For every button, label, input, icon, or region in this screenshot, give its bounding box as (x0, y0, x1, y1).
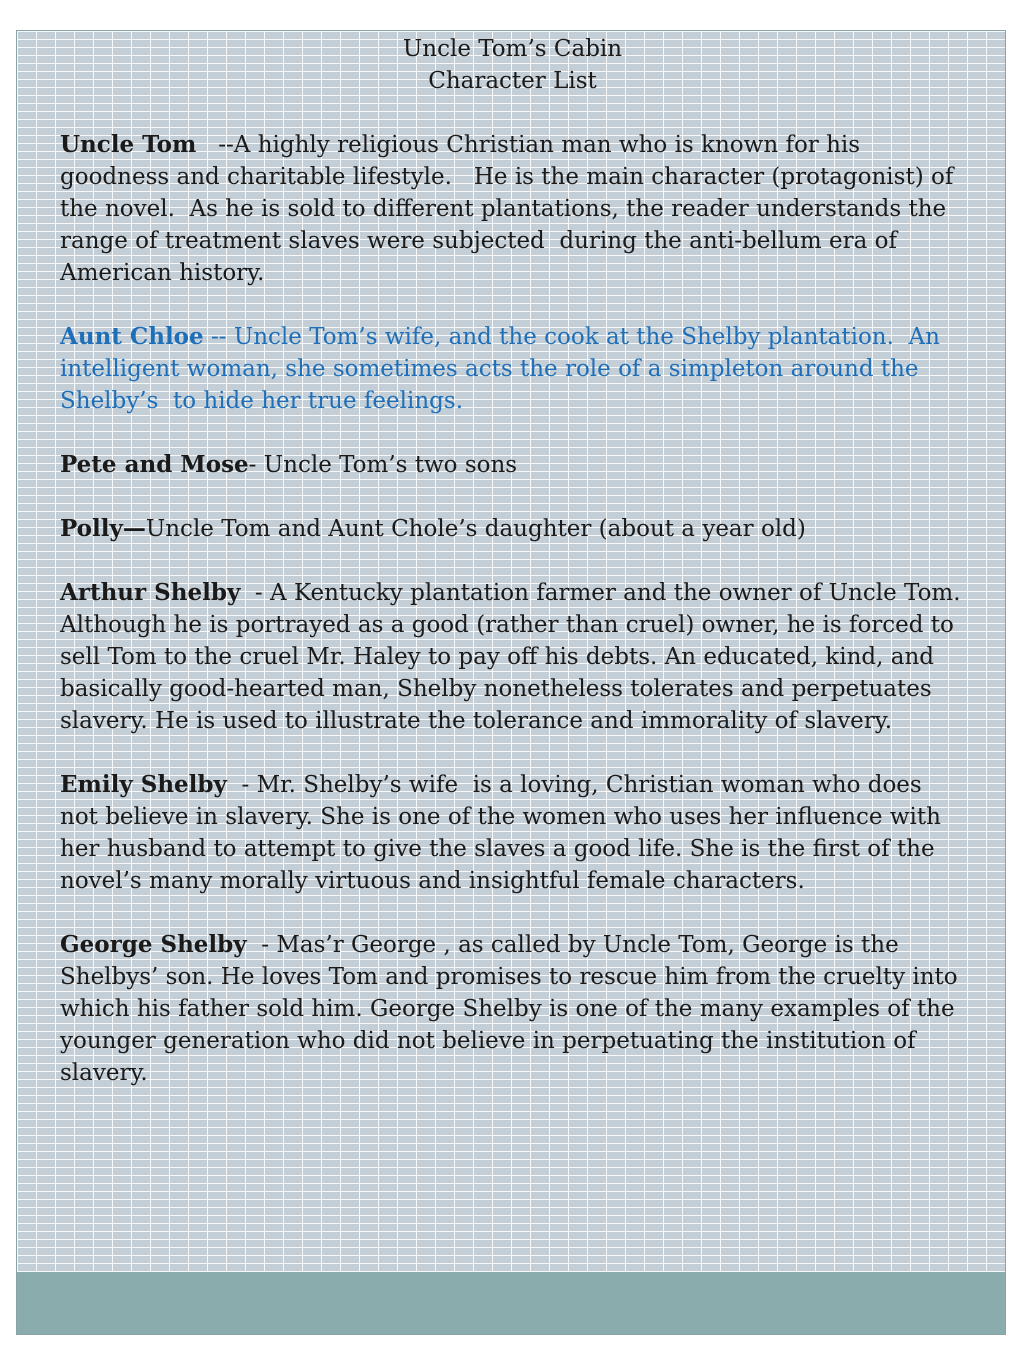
character-name: Polly— (60, 515, 146, 542)
character-entry-uncle-tom (60, 129, 965, 289)
character-entry-pete-and-mose (60, 449, 965, 481)
character-entry-arthur-shelby (60, 577, 976, 737)
character-description: - Uncle Tom’s two sons (248, 452, 518, 478)
character-name: George Shelby (60, 931, 247, 958)
character-description: - A Kentucky plantation farmer and the owner of Uncle Tom. Although he is portrayed as a good (rather than cruel) owner, he is forced to sell Tom to the cruel Mr. Haley to pay off his debts. An educated, kind, and basically good-hearted man, Shelby nonetheless tolerates and perpetuates slavery. He is used to illustrate the tolerance and immorality of slavery. (60, 580, 976, 734)
character-name: Emily Shelby (60, 771, 227, 798)
character-entry-polly (60, 513, 965, 545)
character-description: - Mr. Shelby’s wife is a loving, Christian woman who does not believe in slavery. She is one of the women who uses her influence with her husband to attempt to give the slaves a good life. She is the first of the novel’s many morally virtuous and insightful female characters. (60, 772, 949, 894)
character-description: - Mas’r George , as called by Uncle Tom, George is the Shelbys’ son. He loves Tom and promises to rescue him from the cruelty into which his father sold him. George Shelby is one of the many examples of the younger generation who did not believe in perpetuating the institution of slavery. (60, 932, 965, 1086)
character-entry-emily-shelby (60, 769, 965, 897)
document-panel (16, 30, 1006, 1335)
character-name: Arthur Shelby (60, 579, 241, 606)
character-list (60, 33, 976, 1089)
character-name: Aunt Chloe (60, 323, 204, 350)
character-description: Uncle Tom and Aunt Chole’s daughter (about a year old) (145, 516, 806, 542)
character-name: Pete and Mose (60, 451, 249, 478)
document-subtitle: Character List (428, 68, 597, 94)
character-description: --A highly religious Christian man who is known for his goodness and charitable lifestyle. He is the main character (protagonist) of the novel. As he is sold to different plantations, the reader understands the range of treatment slaves were subjected during the anti-bellum era of American history. (60, 132, 961, 286)
document-title: Uncle Tom’s Cabin (402, 36, 623, 62)
footer-band (17, 1272, 1005, 1334)
character-entry-george-shelby (60, 929, 965, 1089)
character-entry-aunt-chloe (60, 321, 965, 417)
character-description: -- Uncle Tom’s wife, and the cook at the Shelby plantation. An intelligent woman, she sometimes acts the role of a simpleton around the Shelby’s to hide her true feelings. (60, 324, 948, 414)
character-name: Uncle Tom (60, 131, 197, 158)
